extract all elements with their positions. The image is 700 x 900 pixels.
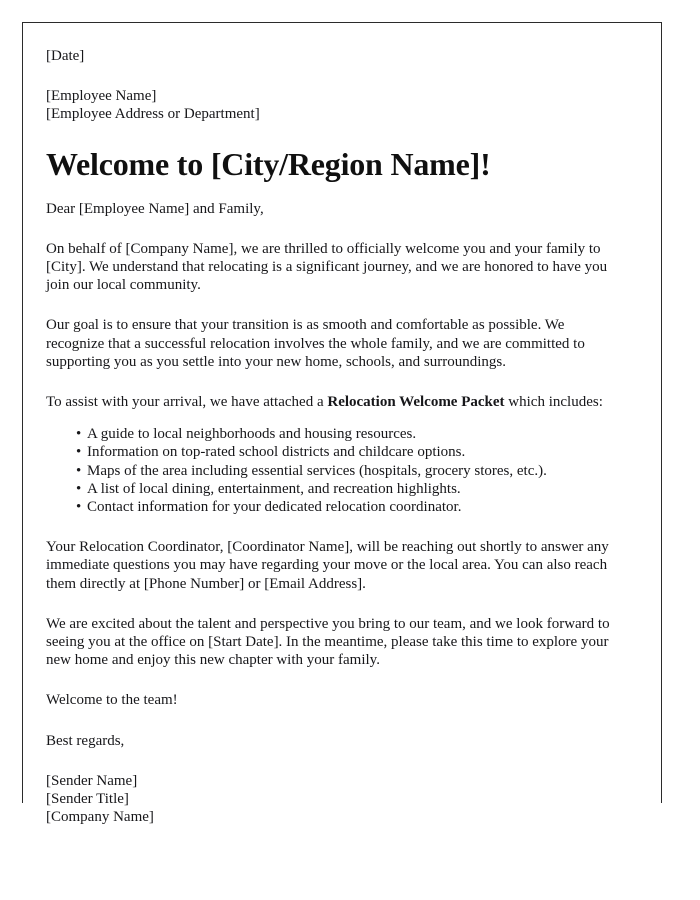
list-item [46, 425, 626, 443]
paragraph-coordinator: Your Relocation Coordinator, [Coordinator Name], will be reaching out shortly to answer any immediate questions you may have regarding your move or the local area. You can also reach them directly at [Phone Number] or [Email Address]. [46, 539, 609, 592]
paragraph-intro: On behalf of [Company Name], we are thrilled to officially welcome you and your family to [City]. We understand that relocating is a significant journey, and we are honored to have you join our local community. [46, 240, 608, 294]
list-item-label: A guide to local neighborhoods and housing resources. [87, 426, 417, 443]
list-item [46, 443, 626, 461]
spacer [46, 411, 626, 425]
recipient-name-line: [Employee Name] [46, 88, 157, 105]
list-item [46, 480, 626, 498]
bullet-icon: • [76, 499, 82, 516]
bullet-icon: • [76, 426, 82, 443]
recipient-address-line: [Employee Address or Department] [46, 106, 260, 123]
packet-intro-text-before: To assist with your arrival, we have attached a [46, 394, 328, 411]
packet-intro-text-after: which includes: [504, 394, 603, 411]
spacer [46, 593, 626, 615]
closing-line: Best regards, [46, 732, 125, 749]
spacer [46, 124, 626, 146]
document-body [46, 47, 626, 826]
relocation-welcome-packet-label: Relocation Welcome Packet [327, 394, 505, 411]
spacer [46, 294, 626, 316]
list-item-label: Maps of the area including essential services (hospitals, grocery stores, etc.). [87, 462, 547, 479]
signature-sender-title: [Sender Title] [46, 791, 129, 808]
list-item-label: Information on top-rated school districts and childcare options. [87, 444, 466, 461]
spacer [46, 710, 626, 732]
document-page [22, 22, 662, 826]
spacer [46, 65, 626, 87]
list-item-label: Contact information for your dedicated relocation coordinator. [87, 499, 462, 516]
spacer [46, 669, 626, 691]
bullet-icon: • [76, 444, 82, 461]
signature-company-name: [Company Name] [46, 809, 154, 826]
bullet-icon: • [76, 480, 82, 497]
paragraph-excited: We are excited about the talent and perspective you bring to our team, and we look forward to seeing you at the office on [Start Date]. In the meantime, please take this time to explore your new home and enjoy this new chapter with your family. [46, 615, 610, 669]
spacer [46, 218, 626, 240]
spacer [46, 183, 626, 200]
salutation: Dear [Employee Name] and Family, [46, 200, 264, 217]
list-item [46, 498, 626, 516]
bullet-icon: • [76, 462, 82, 479]
paragraph-goal: Our goal is to ensure that your transition is as smooth and comfortable as possible. We recognize that a successful relocation involves the whole family, and we are committed to supporting you as you settle into your new home, schools, and surroundings. [46, 317, 585, 370]
spacer [46, 371, 626, 393]
packet-items-list [46, 425, 626, 516]
list-item [46, 462, 626, 480]
spacer [46, 516, 626, 538]
welcome-to-the-team-line: Welcome to the team! [46, 692, 178, 709]
list-item-label: A list of local dining, entertainment, and recreation highlights. [87, 480, 461, 497]
signature-sender-name: [Sender Name] [46, 772, 138, 789]
date-line: [Date] [46, 48, 85, 64]
spacer [46, 750, 626, 772]
paragraph-packet-intro [46, 393, 626, 411]
page-title: Welcome to [City/Region Name]! [46, 145, 491, 182]
